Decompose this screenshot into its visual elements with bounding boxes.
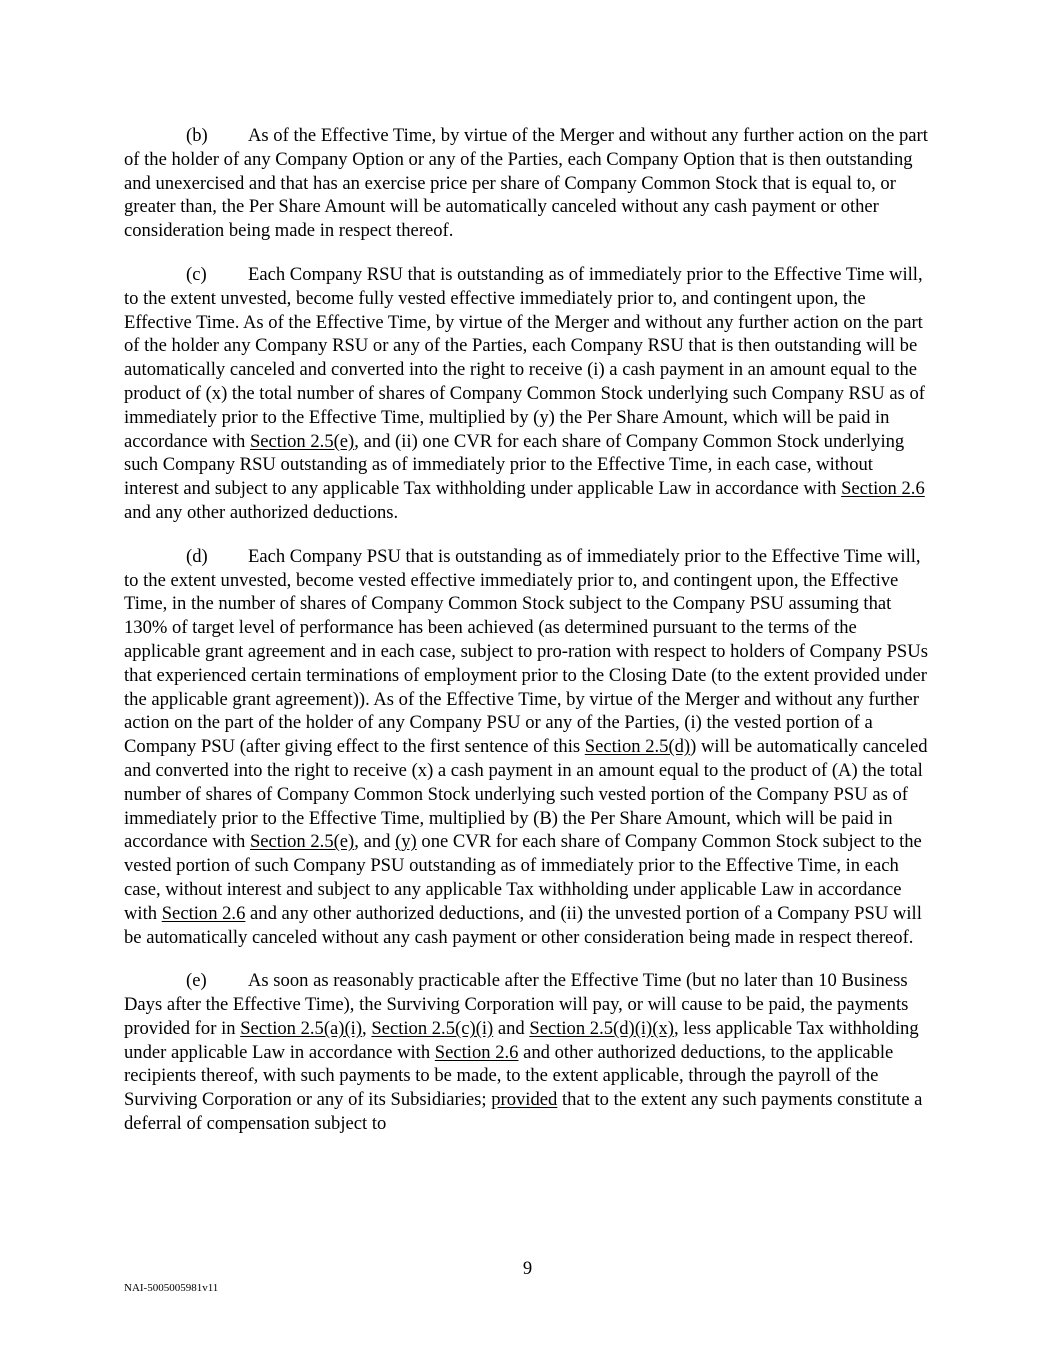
paragraph-c [124, 263, 932, 525]
page-number: 9 [522, 1258, 533, 1279]
paragraph-text: Each Company RSU that is outstanding as of immediately prior to the Effective Time will, to the extent unvested, become fully vested effective immediately prior to, and contingent upon, the Effective Time. As of the Effective Time, by virtue of the Merger and without any further action on the part of the holder any Company RSU or any of the Parties, each Company RSU that is then outstanding will be automatically canceled and converted into the right to receive (i) a cash payment in an amount equal to the product of (x) the total number of shares of Company Common Stock underlying such Company RSU as of immediately prior to the Effective Time, multiplied by (y) the Per Share Amount, which will be paid in accordance with [124, 263, 925, 452]
paragraph-b [124, 124, 932, 243]
paragraph-number: (d) [186, 545, 208, 567]
paragraph-text: As of the Effective Time, by virtue of the Merger and without any further action on the part of the holder of any Company Option or any of the Parties, each Company Option that is then outstanding and unexercised and that has an exercise price per share of Company Common Stock that is equal to, or greater than, the Per Share Amount will be automatically canceled without any cash payment or other consideration being made in respect thereof. [124, 125, 928, 242]
paragraph-text: , less applicable Tax withholding under applicable Law in accordance with [124, 1017, 919, 1063]
document-id: NAI-5005005981v11 [124, 1282, 219, 1294]
paragraph-text: , [362, 1017, 372, 1039]
paragraph-text: and any other authorized deductions, and (ii) the unvested portion of a Company PSU will be automatically canceled without any cash payment or other consideration being made in respect thereof. [124, 902, 922, 948]
defined-term: provided [491, 1089, 558, 1111]
paragraph-text: ) will be automatically canceled and converted into the right to receive (x) a cash payment in an amount equal to the product of (A) the total number of shares of Company Common Stock underlying such vested portion of the Company PSU as of immediately prior to the Effective Time, multiplied by (B) the Per Share Amount, which will be paid in accordance with [124, 736, 928, 853]
paragraph-text: that to the extent any such payments constitute a deferral of compensation subject to [124, 1089, 923, 1135]
section-reference: Section 2.6 [161, 902, 246, 924]
section-reference: Section 2.5(e) [249, 831, 355, 853]
section-reference: Section 2.5(e) [249, 430, 355, 452]
section-reference: Section 2.6 [841, 478, 925, 500]
clause-reference: (y) [395, 831, 417, 853]
paragraph-d [124, 545, 932, 950]
paragraph-text: , and [354, 831, 396, 853]
section-reference: Section 2.6 [434, 1041, 519, 1063]
section-reference: Section 2.5(c)(i) [371, 1017, 494, 1039]
paragraph-number: (b) [186, 125, 208, 146]
paragraph-text: , and (ii) one CVR for each share of Company Common Stock underlying such Company RSU outstanding as of immediately prior to the Effective Time, in each case, without interest and subject to any applicable Tax withholding under applicable Law in accordance with [124, 430, 905, 500]
section-reference: Section 2.5(a)(i) [240, 1017, 363, 1039]
paragraph-text: one CVR for each share of Company Common Stock subject to the vested portion of such Company PSU outstanding as of immediately prior to the Effective Time, in each case, without interest and subject to any applicable Tax withholding under applicable Law in accordance with [124, 831, 922, 924]
section-reference: Section 2.5(d) [584, 736, 691, 758]
document-body [124, 124, 932, 1156]
paragraph-text: and any other authorized deductions. [124, 501, 399, 523]
paragraph-text: and [493, 1017, 530, 1039]
paragraph-text: As soon as reasonably practicable after the Effective Time (but no later than 10 Business Days after the Effective Time), the Surviving Corporation will pay, or will cause to be paid, the payments provided for in [124, 970, 909, 1039]
paragraph-number: (e) [186, 970, 207, 992]
paragraph-text: Each Company PSU that is outstanding as of immediately prior to the Effective Time will, to the extent unvested, become vested effective immediately prior to, and contingent upon, the Effective Time, in the number of shares of Company Common Stock subject to the Company PSU assuming that 130% of target level of performance has been achieved (as determined pursuant to the terms of the applicable grant agreement and in each case, subject to pro-ration with respect to holders of Company PSUs that experienced certain terminations of employment prior to the Closing Date (to the extent provided under the applicable grant agreement)). As of the Effective Time, by virtue of the Merger and without any further action on the part of the holder of any Company PSU or any of the Parties, (i) the vested portion of a Company PSU (after giving effect to the first sentence of this [124, 545, 928, 758]
section-reference: Section 2.5(d)(i)(x) [529, 1017, 674, 1039]
paragraph-e [124, 969, 932, 1136]
paragraph-number: (c) [186, 263, 207, 285]
paragraph-text: and other authorized deductions, to the applicable recipients thereof, with such payments to be made, to the extent applicable, through the payroll of the Surviving Corporation or any of its Subsidiaries; [124, 1041, 894, 1111]
